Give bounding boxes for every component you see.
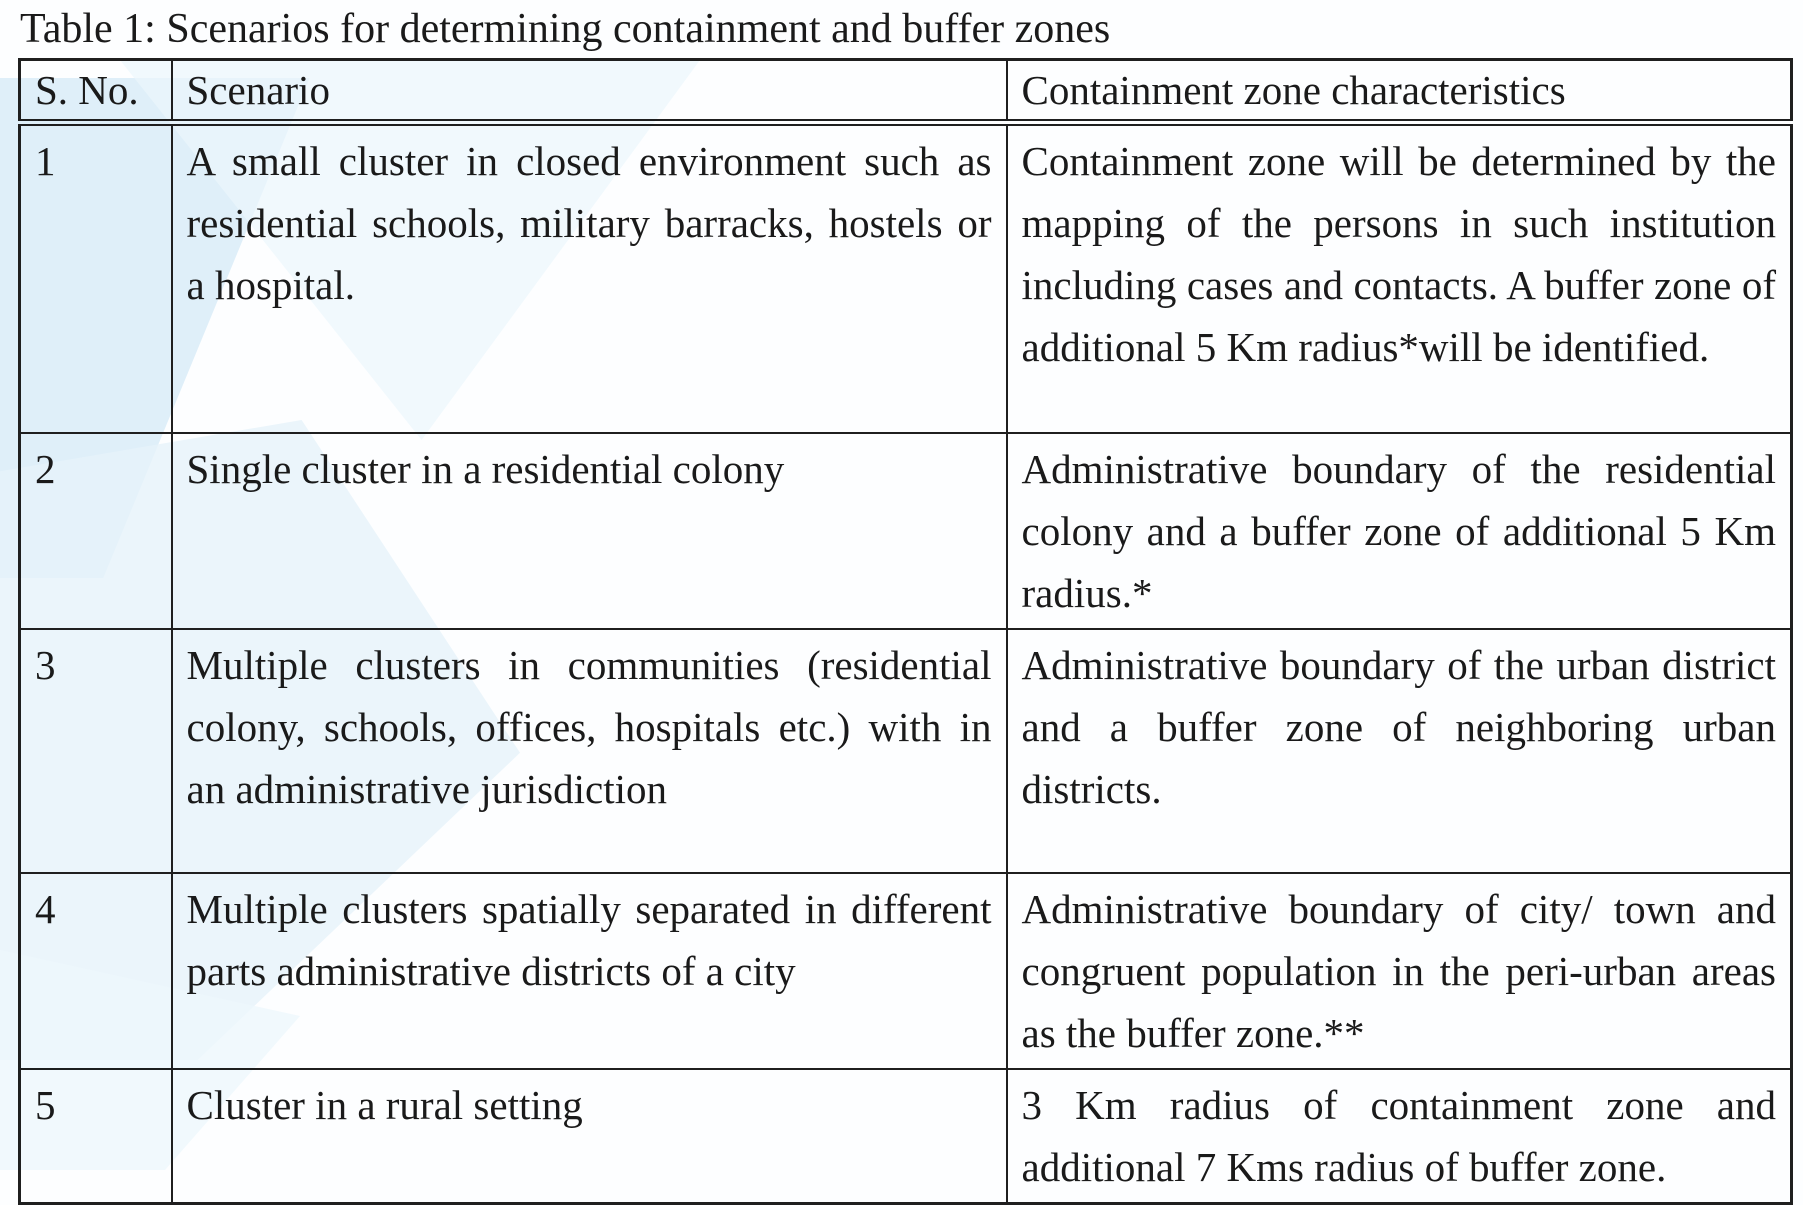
header-row — [20, 60, 1792, 123]
table-row — [20, 873, 1792, 1069]
cell-sno: 5 — [20, 1069, 172, 1204]
cell-sno: 2 — [20, 433, 172, 629]
header-cell-characteristics: Containment zone characteristics — [1007, 60, 1792, 123]
table-row — [20, 1069, 1792, 1204]
cell-characteristics: Administrative boundary of the urban district and a buffer zone of neighboring urban districts. — [1007, 629, 1792, 873]
cell-scenario: Single cluster in a residential colony — [172, 433, 1007, 629]
cell-scenario: Multiple clusters spatially separated in different parts administrative districts of a city — [172, 873, 1007, 1069]
cell-scenario: Cluster in a rural setting — [172, 1069, 1007, 1204]
cell-characteristics: 3 Km radius of containment zone and additional 7 Kms radius of buffer zone. — [1007, 1069, 1792, 1204]
cell-scenario: A small cluster in closed environment such as residential schools, military barracks, hostels or a hospital. — [172, 123, 1007, 433]
cell-sno: 4 — [20, 873, 172, 1069]
cell-sno: 3 — [20, 629, 172, 873]
header-cell-sno: S. No. — [20, 60, 172, 123]
cell-characteristics: Administrative boundary of the residential colony and a buffer zone of additional 5 Km radius.* — [1007, 433, 1792, 629]
table-row — [20, 123, 1792, 433]
header-cell-scenario: Scenario — [172, 60, 1007, 123]
cell-characteristics: Containment zone will be determined by the mapping of the persons in such institution including cases and contacts. A buffer zone of additional 5 Km radius*will be identified. — [1007, 123, 1792, 433]
table-row — [20, 629, 1792, 873]
containment-zones-table — [18, 58, 1793, 1205]
table-title: Table 1: Scenarios for determining containment and buffer zones — [20, 6, 1111, 52]
table-row — [20, 433, 1792, 629]
cell-sno: 1 — [20, 123, 172, 433]
cell-characteristics: Administrative boundary of city/ town and congruent population in the peri-urban areas as the buffer zone.** — [1007, 873, 1792, 1069]
cell-scenario: Multiple clusters in communities (residential colony, schools, offices, hospitals etc.) with in an administrative jurisdiction — [172, 629, 1007, 873]
